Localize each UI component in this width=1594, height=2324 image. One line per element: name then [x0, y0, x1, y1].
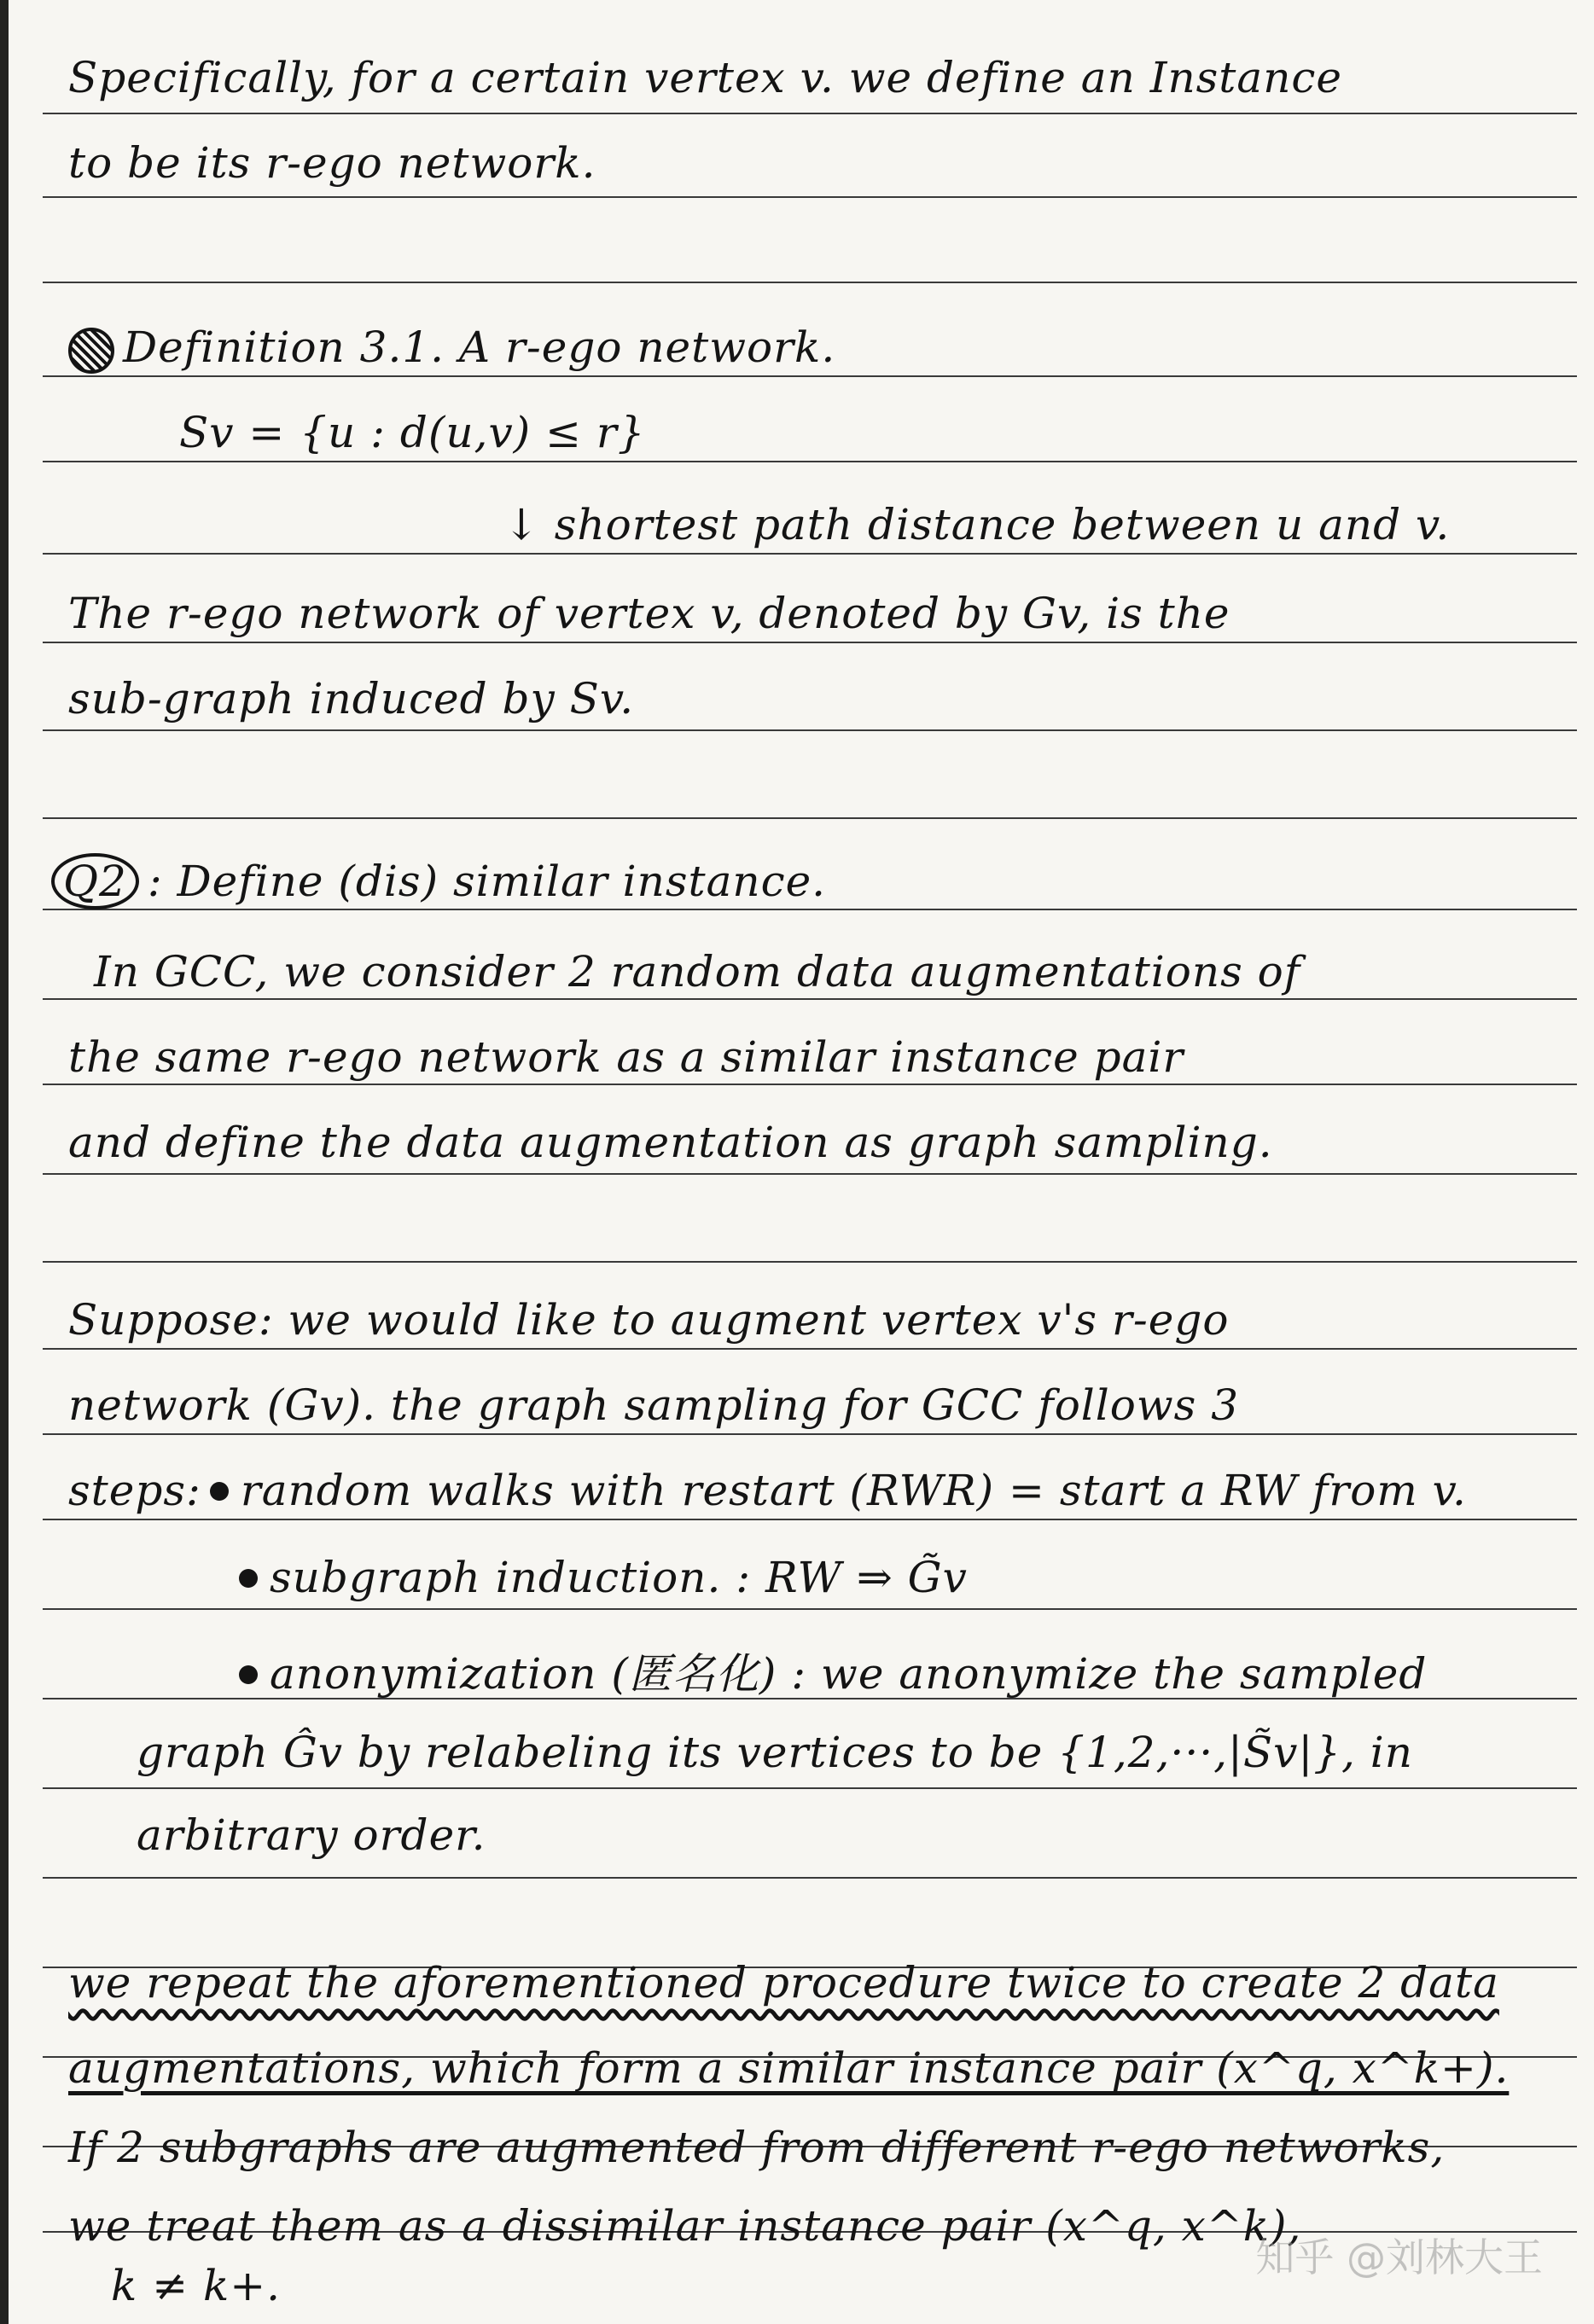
step-line-1: [68, 1466, 1560, 1515]
steps-label: steps:: [68, 1466, 201, 1515]
note-line-18: arbitrary order.: [137, 1810, 486, 1860]
watermark: 知乎 @刘林大王: [1255, 2234, 1543, 2280]
ruled-line: [43, 375, 1577, 377]
question-title: : Define (dis) similar instance.: [147, 857, 827, 906]
ruled-line: [43, 1173, 1577, 1175]
ruled-line: [43, 998, 1577, 1000]
step-3-text: anonymization (匿名化) : we anonymize the sampled: [270, 1649, 1428, 1699]
note-line-2: to be its r-ego network.: [68, 138, 596, 188]
ruled-line: [43, 553, 1577, 555]
ruled-line: [43, 196, 1577, 198]
bullet-icon: [239, 1665, 258, 1684]
ruled-line: [43, 1519, 1577, 1520]
question-label: Q2: [51, 853, 139, 909]
note-line-21: If 2 subgraphs are augmented from different r-ego networks,: [68, 2123, 1446, 2172]
note-line-12: Suppose: we would like to augment vertex v's r-ego: [68, 1295, 1230, 1345]
note-line-7: sub-graph induced by Sv.: [68, 674, 635, 723]
ruled-line: [43, 817, 1577, 819]
ruled-line: [43, 1261, 1577, 1263]
ruled-line: [43, 1433, 1577, 1435]
note-line-13: network (Gv). the graph sampling for GCC follows 3: [68, 1380, 1240, 1430]
ruled-line: [43, 1608, 1577, 1610]
ruled-line: [43, 282, 1577, 283]
note-line-11: and define the data augmentation as graph sampling.: [68, 1118, 1273, 1167]
step-1-text: random walks with restart (RWR) = start a RW from v.: [240, 1466, 1467, 1515]
definition-marker-icon: [68, 328, 114, 374]
question-heading: [51, 853, 1560, 909]
ruled-line: [43, 1348, 1577, 1350]
step-2-text: subgraph induction. : RW ⇒ G̃v: [270, 1553, 968, 1602]
note-line-22: we treat them as a dissimilar instance pair (x^q, x^k),: [68, 2201, 1302, 2251]
definition-annotation: ↓ shortest path distance between u and v.: [503, 500, 1451, 549]
note-line-20: augmentations, which form a similar instance pair (x^q, x^k+).: [68, 2043, 1510, 2093]
ruled-line: [43, 113, 1577, 114]
definition-formula: Sv = {u : d(u,v) ≤ r}: [179, 408, 646, 457]
ruled-line: [43, 461, 1577, 462]
note-line-23: k ≠ k+.: [111, 2261, 282, 2310]
bullet-icon: [210, 1482, 229, 1501]
ruled-line: [43, 1084, 1577, 1085]
note-line-10: the same r-ego network as a similar instance pair: [68, 1032, 1184, 1082]
note-line-17: graph Ĝv by relabeling its vertices to be {1,2,···,|S̃v|}, in: [137, 1728, 1413, 1777]
ruled-line: [43, 729, 1577, 731]
ruled-line: [43, 642, 1577, 643]
ruled-line: [43, 1787, 1577, 1789]
note-line-1: Specifically, for a certain vertex v. we define an Instance: [68, 53, 1343, 102]
step-line-2: [230, 1553, 1560, 1602]
bullet-icon: [239, 1569, 258, 1588]
definition-title: Definition 3.1. A r-ego network.: [123, 322, 836, 372]
note-line-19: we repeat the aforementioned procedure twice to create 2 data: [68, 1958, 1499, 2007]
step-line-3: [230, 1640, 1560, 1701]
note-line-6: The r-ego network of vertex v, denoted by Gv, is the: [68, 589, 1230, 638]
definition-heading: [68, 322, 1560, 374]
ruled-line: [43, 1877, 1577, 1879]
note-line-9: In GCC, we consider 2 random data augmentations of: [94, 947, 1301, 996]
